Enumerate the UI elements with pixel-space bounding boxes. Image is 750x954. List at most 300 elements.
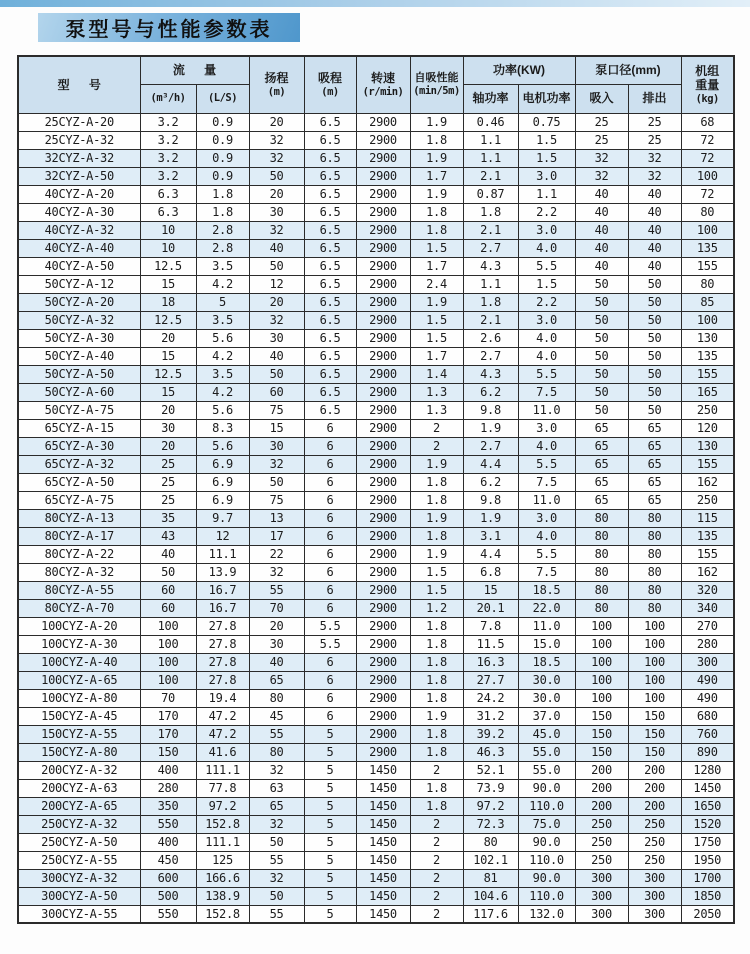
value-cell: 6 bbox=[304, 455, 356, 473]
value-cell: 68 bbox=[681, 113, 734, 131]
value-cell: 2900 bbox=[356, 599, 410, 617]
value-cell: 3.2 bbox=[140, 131, 196, 149]
value-cell: 9.7 bbox=[196, 509, 249, 527]
value-cell: 2 bbox=[410, 419, 463, 437]
table-row bbox=[18, 815, 734, 833]
value-cell: 340 bbox=[681, 599, 734, 617]
value-cell: 73.9 bbox=[463, 779, 518, 797]
value-cell: 1450 bbox=[356, 797, 410, 815]
table-row bbox=[18, 419, 734, 437]
value-cell: 1.1 bbox=[463, 131, 518, 149]
value-cell: 50 bbox=[575, 311, 628, 329]
value-cell: 550 bbox=[140, 815, 196, 833]
table-row bbox=[18, 473, 734, 491]
value-cell: 1.9 bbox=[410, 509, 463, 527]
value-cell: 170 bbox=[140, 725, 196, 743]
value-cell: 3.1 bbox=[463, 527, 518, 545]
value-cell: 12.5 bbox=[140, 257, 196, 275]
model-cell: 300CYZ-A-55 bbox=[18, 905, 140, 923]
value-cell: 12 bbox=[249, 275, 304, 293]
value-cell: 152.8 bbox=[196, 905, 249, 923]
value-cell: 20 bbox=[249, 185, 304, 203]
value-cell: 50 bbox=[628, 365, 681, 383]
value-cell: 15 bbox=[140, 275, 196, 293]
col-header-flow-m3h: (m³/h) bbox=[140, 84, 196, 113]
value-cell: 6 bbox=[304, 437, 356, 455]
value-cell: 90.0 bbox=[518, 779, 575, 797]
value-cell: 6.5 bbox=[304, 365, 356, 383]
value-cell: 3.5 bbox=[196, 257, 249, 275]
value-cell: 65 bbox=[575, 491, 628, 509]
value-cell: 1650 bbox=[681, 797, 734, 815]
value-cell: 1.8 bbox=[463, 203, 518, 221]
col-header-motor-power: 电机功率 bbox=[518, 84, 575, 113]
value-cell: 250 bbox=[575, 851, 628, 869]
value-cell: 1.5 bbox=[518, 149, 575, 167]
value-cell: 100 bbox=[140, 617, 196, 635]
value-cell: 5.6 bbox=[196, 401, 249, 419]
value-cell: 24.2 bbox=[463, 689, 518, 707]
value-cell: 80 bbox=[628, 509, 681, 527]
value-cell: 1.9 bbox=[410, 149, 463, 167]
value-cell: 2.1 bbox=[463, 167, 518, 185]
value-cell: 0.9 bbox=[196, 149, 249, 167]
value-cell: 4.3 bbox=[463, 365, 518, 383]
table-row bbox=[18, 563, 734, 581]
value-cell: 250 bbox=[681, 401, 734, 419]
model-cell: 250CYZ-A-50 bbox=[18, 833, 140, 851]
value-cell: 6.3 bbox=[140, 185, 196, 203]
model-cell: 200CYZ-A-63 bbox=[18, 779, 140, 797]
value-cell: 150 bbox=[628, 725, 681, 743]
value-cell: 80 bbox=[628, 563, 681, 581]
value-cell: 110.0 bbox=[518, 887, 575, 905]
model-cell: 250CYZ-A-55 bbox=[18, 851, 140, 869]
model-cell: 40CYZ-A-50 bbox=[18, 257, 140, 275]
value-cell: 138.9 bbox=[196, 887, 249, 905]
value-cell: 15 bbox=[249, 419, 304, 437]
model-cell: 50CYZ-A-12 bbox=[18, 275, 140, 293]
value-cell: 6.5 bbox=[304, 239, 356, 257]
value-cell: 3.2 bbox=[140, 149, 196, 167]
value-cell: 4.0 bbox=[518, 347, 575, 365]
value-cell: 80 bbox=[575, 563, 628, 581]
model-cell: 40CYZ-A-30 bbox=[18, 203, 140, 221]
value-cell: 2900 bbox=[356, 185, 410, 203]
value-cell: 20 bbox=[140, 437, 196, 455]
value-cell: 6.5 bbox=[304, 131, 356, 149]
col-header-weight bbox=[681, 56, 734, 113]
value-cell: 4.4 bbox=[463, 545, 518, 563]
value-cell: 31.2 bbox=[463, 707, 518, 725]
table-row bbox=[18, 653, 734, 671]
value-cell: 30.0 bbox=[518, 671, 575, 689]
value-cell: 100 bbox=[628, 671, 681, 689]
value-cell: 1.1 bbox=[463, 275, 518, 293]
value-cell: 32 bbox=[249, 221, 304, 239]
value-cell: 50 bbox=[628, 311, 681, 329]
value-cell: 2900 bbox=[356, 689, 410, 707]
value-cell: 100 bbox=[140, 653, 196, 671]
value-cell: 6 bbox=[304, 689, 356, 707]
page-title-text: 泵型号与性能参数表 bbox=[65, 19, 273, 41]
value-cell: 1.8 bbox=[410, 527, 463, 545]
value-cell: 80 bbox=[681, 275, 734, 293]
value-cell: 32 bbox=[575, 167, 628, 185]
value-cell: 300 bbox=[628, 887, 681, 905]
value-cell: 2900 bbox=[356, 257, 410, 275]
table-body bbox=[18, 113, 734, 923]
table-row bbox=[18, 293, 734, 311]
value-cell: 80 bbox=[575, 545, 628, 563]
col-header-weight-unit: (kg) bbox=[695, 92, 719, 105]
value-cell: 2900 bbox=[356, 725, 410, 743]
value-cell: 11.0 bbox=[518, 617, 575, 635]
value-cell: 1450 bbox=[356, 761, 410, 779]
value-cell: 45.0 bbox=[518, 725, 575, 743]
value-cell: 40 bbox=[575, 239, 628, 257]
model-cell: 300CYZ-A-50 bbox=[18, 887, 140, 905]
value-cell: 30.0 bbox=[518, 689, 575, 707]
col-header-suction-unit: (m) bbox=[321, 85, 339, 98]
value-cell: 400 bbox=[140, 833, 196, 851]
value-cell: 90.0 bbox=[518, 833, 575, 851]
value-cell: 27.8 bbox=[196, 653, 249, 671]
value-cell: 65 bbox=[628, 473, 681, 491]
value-cell: 5.5 bbox=[304, 617, 356, 635]
value-cell: 150 bbox=[628, 743, 681, 761]
value-cell: 250 bbox=[681, 491, 734, 509]
value-cell: 65 bbox=[575, 437, 628, 455]
value-cell: 1850 bbox=[681, 887, 734, 905]
value-cell: 32 bbox=[249, 455, 304, 473]
model-cell: 300CYZ-A-32 bbox=[18, 869, 140, 887]
value-cell: 6.5 bbox=[304, 149, 356, 167]
model-cell: 250CYZ-A-32 bbox=[18, 815, 140, 833]
value-cell: 3.0 bbox=[518, 509, 575, 527]
value-cell: 100 bbox=[681, 221, 734, 239]
value-cell: 6.5 bbox=[304, 347, 356, 365]
value-cell: 100 bbox=[628, 635, 681, 653]
value-cell: 1950 bbox=[681, 851, 734, 869]
value-cell: 6 bbox=[304, 509, 356, 527]
value-cell: 5 bbox=[304, 779, 356, 797]
value-cell: 6.3 bbox=[140, 203, 196, 221]
value-cell: 55.0 bbox=[518, 761, 575, 779]
value-cell: 32 bbox=[249, 761, 304, 779]
value-cell: 152.8 bbox=[196, 815, 249, 833]
model-cell: 200CYZ-A-32 bbox=[18, 761, 140, 779]
value-cell: 280 bbox=[681, 635, 734, 653]
value-cell: 2900 bbox=[356, 347, 410, 365]
value-cell: 100 bbox=[140, 635, 196, 653]
value-cell: 200 bbox=[628, 779, 681, 797]
value-cell: 1.8 bbox=[196, 185, 249, 203]
value-cell: 32 bbox=[249, 131, 304, 149]
value-cell: 65 bbox=[249, 671, 304, 689]
value-cell: 680 bbox=[681, 707, 734, 725]
value-cell: 80 bbox=[463, 833, 518, 851]
value-cell: 6.5 bbox=[304, 257, 356, 275]
value-cell: 11.1 bbox=[196, 545, 249, 563]
value-cell: 1.9 bbox=[410, 113, 463, 131]
value-cell: 80 bbox=[628, 581, 681, 599]
value-cell: 40 bbox=[628, 185, 681, 203]
value-cell: 70 bbox=[140, 689, 196, 707]
value-cell: 5.5 bbox=[304, 635, 356, 653]
value-cell: 6.5 bbox=[304, 275, 356, 293]
col-header-head-label: 扬程 bbox=[264, 71, 289, 86]
value-cell: 20 bbox=[249, 293, 304, 311]
value-cell: 1450 bbox=[356, 779, 410, 797]
value-cell: 30 bbox=[249, 635, 304, 653]
table-row bbox=[18, 113, 734, 131]
value-cell: 20 bbox=[249, 617, 304, 635]
value-cell: 250 bbox=[628, 833, 681, 851]
value-cell: 50 bbox=[628, 275, 681, 293]
value-cell: 250 bbox=[628, 851, 681, 869]
value-cell: 40 bbox=[575, 221, 628, 239]
value-cell: 110.0 bbox=[518, 797, 575, 815]
table-row bbox=[18, 131, 734, 149]
value-cell: 150 bbox=[575, 707, 628, 725]
value-cell: 13 bbox=[249, 509, 304, 527]
value-cell: 25 bbox=[575, 131, 628, 149]
value-cell: 1.9 bbox=[410, 545, 463, 563]
value-cell: 40 bbox=[628, 239, 681, 257]
value-cell: 1.8 bbox=[196, 203, 249, 221]
value-cell: 50 bbox=[628, 329, 681, 347]
value-cell: 250 bbox=[575, 815, 628, 833]
value-cell: 3.0 bbox=[518, 167, 575, 185]
value-cell: 104.6 bbox=[463, 887, 518, 905]
model-cell: 100CYZ-A-40 bbox=[18, 653, 140, 671]
value-cell: 8.3 bbox=[196, 419, 249, 437]
value-cell: 100 bbox=[575, 617, 628, 635]
value-cell: 50 bbox=[575, 401, 628, 419]
value-cell: 4.0 bbox=[518, 239, 575, 257]
value-cell: 1750 bbox=[681, 833, 734, 851]
model-cell: 50CYZ-A-60 bbox=[18, 383, 140, 401]
model-cell: 80CYZ-A-13 bbox=[18, 509, 140, 527]
value-cell: 132.0 bbox=[518, 905, 575, 923]
value-cell: 25 bbox=[628, 113, 681, 131]
top-decorative-band bbox=[0, 0, 750, 7]
model-cell: 65CYZ-A-32 bbox=[18, 455, 140, 473]
value-cell: 80 bbox=[575, 509, 628, 527]
value-cell: 40 bbox=[140, 545, 196, 563]
value-cell: 32 bbox=[249, 815, 304, 833]
value-cell: 2.7 bbox=[463, 239, 518, 257]
value-cell: 60 bbox=[140, 581, 196, 599]
value-cell: 6.5 bbox=[304, 113, 356, 131]
value-cell: 27.8 bbox=[196, 671, 249, 689]
col-header-model-label: 型 号 bbox=[57, 77, 109, 92]
value-cell: 55 bbox=[249, 725, 304, 743]
table-row bbox=[18, 437, 734, 455]
value-cell: 1450 bbox=[356, 833, 410, 851]
col-header-speed-unit: (r/min) bbox=[362, 85, 404, 98]
table-row bbox=[18, 617, 734, 635]
value-cell: 2900 bbox=[356, 743, 410, 761]
model-cell: 40CYZ-A-40 bbox=[18, 239, 140, 257]
value-cell: 55.0 bbox=[518, 743, 575, 761]
value-cell: 100 bbox=[628, 653, 681, 671]
table-row bbox=[18, 491, 734, 509]
model-cell: 80CYZ-A-70 bbox=[18, 599, 140, 617]
table-row bbox=[18, 905, 734, 923]
value-cell: 40 bbox=[249, 347, 304, 365]
value-cell: 490 bbox=[681, 671, 734, 689]
value-cell: 65 bbox=[628, 419, 681, 437]
value-cell: 1.8 bbox=[410, 473, 463, 491]
value-cell: 0.9 bbox=[196, 167, 249, 185]
value-cell: 200 bbox=[628, 761, 681, 779]
value-cell: 2 bbox=[410, 851, 463, 869]
value-cell: 80 bbox=[628, 527, 681, 545]
value-cell: 41.6 bbox=[196, 743, 249, 761]
value-cell: 50 bbox=[575, 365, 628, 383]
value-cell: 9.8 bbox=[463, 491, 518, 509]
value-cell: 2900 bbox=[356, 131, 410, 149]
value-cell: 2900 bbox=[356, 491, 410, 509]
value-cell: 2.8 bbox=[196, 239, 249, 257]
value-cell: 2.4 bbox=[410, 275, 463, 293]
value-cell: 6.5 bbox=[304, 311, 356, 329]
value-cell: 100 bbox=[575, 689, 628, 707]
value-cell: 20 bbox=[140, 329, 196, 347]
value-cell: 15.0 bbox=[518, 635, 575, 653]
value-cell: 6.5 bbox=[304, 203, 356, 221]
table-row bbox=[18, 275, 734, 293]
value-cell: 7.5 bbox=[518, 383, 575, 401]
value-cell: 40 bbox=[249, 239, 304, 257]
value-cell: 32 bbox=[628, 149, 681, 167]
pump-spec-table-container bbox=[17, 55, 735, 924]
value-cell: 0.9 bbox=[196, 113, 249, 131]
value-cell: 1.9 bbox=[463, 509, 518, 527]
value-cell: 50 bbox=[575, 293, 628, 311]
value-cell: 400 bbox=[140, 761, 196, 779]
value-cell: 1.8 bbox=[410, 491, 463, 509]
col-header-speed bbox=[356, 56, 410, 113]
value-cell: 6.5 bbox=[304, 185, 356, 203]
value-cell: 166.6 bbox=[196, 869, 249, 887]
value-cell: 100 bbox=[575, 653, 628, 671]
table-row bbox=[18, 779, 734, 797]
value-cell: 6.5 bbox=[304, 293, 356, 311]
table-row bbox=[18, 761, 734, 779]
model-cell: 150CYZ-A-80 bbox=[18, 743, 140, 761]
value-cell: 18.5 bbox=[518, 653, 575, 671]
value-cell: 75.0 bbox=[518, 815, 575, 833]
value-cell: 6.2 bbox=[463, 473, 518, 491]
value-cell: 97.2 bbox=[196, 797, 249, 815]
value-cell: 2.2 bbox=[518, 293, 575, 311]
model-cell: 32CYZ-A-50 bbox=[18, 167, 140, 185]
value-cell: 97.2 bbox=[463, 797, 518, 815]
value-cell: 65 bbox=[628, 455, 681, 473]
value-cell: 110.0 bbox=[518, 851, 575, 869]
col-header-head-unit: (m) bbox=[267, 85, 286, 98]
value-cell: 2900 bbox=[356, 149, 410, 167]
value-cell: 3.0 bbox=[518, 221, 575, 239]
value-cell: 4.2 bbox=[196, 383, 249, 401]
value-cell: 1.7 bbox=[410, 167, 463, 185]
value-cell: 39.2 bbox=[463, 725, 518, 743]
table-row bbox=[18, 743, 734, 761]
value-cell: 1.8 bbox=[410, 203, 463, 221]
table-row bbox=[18, 545, 734, 563]
value-cell: 32 bbox=[249, 869, 304, 887]
value-cell: 1.8 bbox=[410, 725, 463, 743]
value-cell: 5.5 bbox=[518, 257, 575, 275]
value-cell: 890 bbox=[681, 743, 734, 761]
value-cell: 1.8 bbox=[410, 617, 463, 635]
value-cell: 13.9 bbox=[196, 563, 249, 581]
value-cell: 1.2 bbox=[410, 599, 463, 617]
value-cell: 300 bbox=[681, 653, 734, 671]
value-cell: 85 bbox=[681, 293, 734, 311]
page-title bbox=[38, 13, 300, 42]
value-cell: 100 bbox=[140, 671, 196, 689]
col-header-flow-ls: (L/S) bbox=[196, 84, 249, 113]
value-cell: 1.5 bbox=[410, 581, 463, 599]
table-row bbox=[18, 797, 734, 815]
value-cell: 6.9 bbox=[196, 473, 249, 491]
value-cell: 20.1 bbox=[463, 599, 518, 617]
table-row bbox=[18, 149, 734, 167]
value-cell: 1.3 bbox=[410, 383, 463, 401]
value-cell: 6 bbox=[304, 473, 356, 491]
value-cell: 200 bbox=[575, 779, 628, 797]
value-cell: 12.5 bbox=[140, 311, 196, 329]
value-cell: 4.0 bbox=[518, 437, 575, 455]
value-cell: 27.8 bbox=[196, 617, 249, 635]
value-cell: 27.7 bbox=[463, 671, 518, 689]
value-cell: 1.8 bbox=[463, 293, 518, 311]
value-cell: 1.5 bbox=[410, 563, 463, 581]
model-cell: 50CYZ-A-75 bbox=[18, 401, 140, 419]
col-header-power-group bbox=[463, 56, 575, 84]
value-cell: 65 bbox=[628, 491, 681, 509]
value-cell: 1.3 bbox=[410, 401, 463, 419]
value-cell: 3.5 bbox=[196, 311, 249, 329]
value-cell: 80 bbox=[575, 599, 628, 617]
value-cell: 300 bbox=[575, 869, 628, 887]
value-cell: 0.75 bbox=[518, 113, 575, 131]
value-cell: 760 bbox=[681, 725, 734, 743]
table-row bbox=[18, 887, 734, 905]
value-cell: 6 bbox=[304, 419, 356, 437]
value-cell: 6.5 bbox=[304, 383, 356, 401]
value-cell: 72 bbox=[681, 149, 734, 167]
value-cell: 12.5 bbox=[140, 365, 196, 383]
value-cell: 3.0 bbox=[518, 311, 575, 329]
value-cell: 55 bbox=[249, 581, 304, 599]
value-cell: 2.1 bbox=[463, 311, 518, 329]
value-cell: 6 bbox=[304, 653, 356, 671]
table-row bbox=[18, 221, 734, 239]
value-cell: 320 bbox=[681, 581, 734, 599]
value-cell: 1.5 bbox=[410, 329, 463, 347]
value-cell: 1.4 bbox=[410, 365, 463, 383]
value-cell: 6.5 bbox=[304, 221, 356, 239]
table-row bbox=[18, 851, 734, 869]
table-row bbox=[18, 527, 734, 545]
model-cell: 100CYZ-A-65 bbox=[18, 671, 140, 689]
table-row bbox=[18, 185, 734, 203]
